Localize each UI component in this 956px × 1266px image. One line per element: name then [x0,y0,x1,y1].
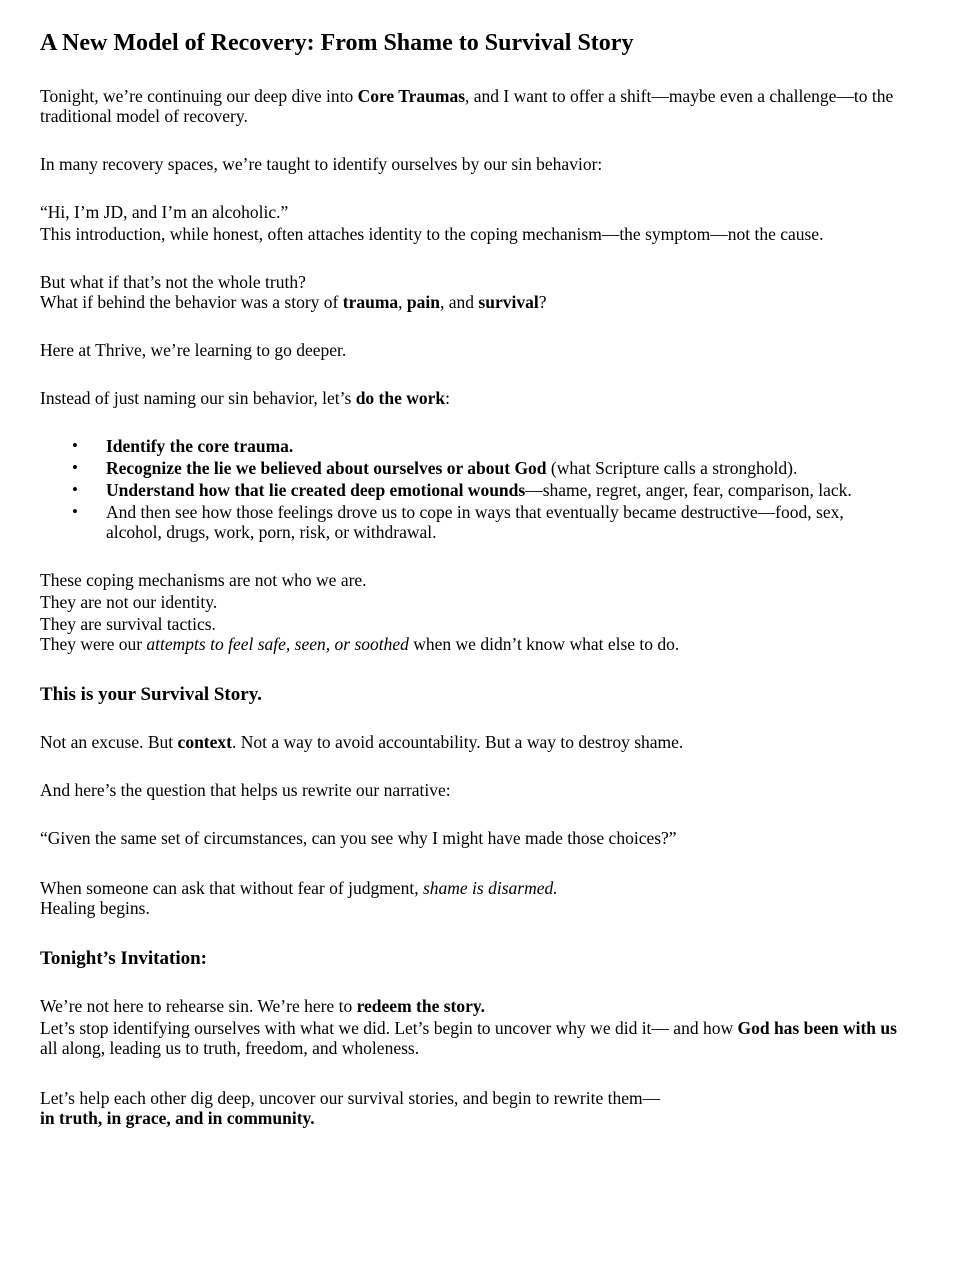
italic-run: attempts to feel safe, seen, or soothed [146,634,409,654]
do-the-work-paragraph [40,388,900,408]
whole-truth-line: But what if that’s not the whole truth? [40,272,306,292]
text-run: , [398,292,407,312]
recovery-spaces-paragraph: In many recovery spaces, we’re taught to identify ourselves by our sin behavior: [40,154,603,174]
thrive-paragraph: Here at Thrive, we’re learning to go deeper. [40,340,347,360]
text-run: They were our [40,634,147,654]
community-line [40,1108,900,1128]
text-run: , and I want to offer a shift—maybe even a challenge—to the traditional model of recovery. [40,86,894,126]
text-run: We’re not here to rehearse sin. We’re here to [40,996,357,1016]
circumstances-quote: “Given the same set of circumstances, can you see why I might have made those choices?” [40,828,677,848]
introduction-quote: “Hi, I’m JD, and I’m an alcoholic.” [40,202,289,222]
steps-list [40,436,900,542]
text-run: Let’s stop identifying ourselves with what we did. Let’s begin to uncover why we did it— and how [40,1018,738,1038]
text-run: ? [538,292,547,312]
list-item [40,436,900,456]
bold-run: redeem the story. [356,996,486,1016]
bold-run: survival [478,292,539,312]
text-run: What if behind the behavior was a story of [40,292,343,312]
document-page [40,28,900,1128]
behind-behavior-line [40,292,900,312]
bold-run: Core Traumas [357,86,466,106]
context-paragraph [40,732,900,752]
text-run: : [445,388,451,408]
coping-line-2: They are not our identity. [40,592,218,612]
text-run: —shame, regret, anger, fear, comparison, lack. [525,480,852,500]
coping-line-3: They are survival tactics. [40,614,216,634]
text-run: (what Scripture calls a stronghold). [546,458,798,478]
coping-line-4 [40,634,900,654]
shame-disarmed-line [40,878,900,898]
text-run: when we didn’t know what else to do. [408,634,680,654]
invitation-heading: Tonight’s Invitation: [40,948,208,969]
bold-run: in truth, in grace, and in community. [40,1108,315,1128]
bold-run: Identify the core trauma. [106,436,294,456]
coping-line-1: These coping mechanisms are not who we are. [40,570,367,590]
bold-run: God has been with us [737,1018,897,1038]
text-run: all along, leading us to truth, freedom, and wholeness. [40,1038,420,1058]
text-run: Tonight, we’re continuing our deep dive into [40,86,358,106]
text-run: Instead of just naming our sin behavior, let’s [40,388,356,408]
document-title: A New Model of Recovery: From Shame to Survival Story [40,30,634,56]
text-run: . Not a way to avoid accountability. But a way to destroy shame. [231,732,684,752]
bold-run: Understand how that lie created deep emotional wounds [106,480,526,500]
list-item: • And then see how those feelings drove us to cope in ways that eventually became destructive—food, sex, alcohol, drugs, work, porn, risk, or withdrawal. [40,502,900,542]
dig-deep-line: Let’s help each other dig deep, uncover our survival stories, and begin to rewrite them— [40,1088,661,1108]
stop-identifying-paragraph [40,1018,900,1058]
redeem-story-line [40,996,900,1016]
bold-run: context [177,732,232,752]
healing-begins-line: Healing begins. [40,898,150,918]
list-item [40,458,900,478]
bold-run: Recognize the lie we believed about ourselves or about God [106,458,547,478]
list-item [40,480,900,500]
intro-paragraph [40,86,900,126]
text-run: , and [440,292,479,312]
bold-run: pain [406,292,440,312]
bold-run: do the work [355,388,446,408]
text-run: Not an excuse. But [40,732,178,752]
italic-run: shame is disarmed. [422,878,558,898]
text-run: When someone can ask that without fear of judgment, [40,878,423,898]
survival-story-heading: This is your Survival Story. [40,684,262,705]
introduction-commentary: This introduction, while honest, often attaches identity to the coping mechanism—the symptom—not the cause. [40,224,824,244]
bold-run: trauma [342,292,399,312]
question-intro-paragraph: And here’s the question that helps us rewrite our narrative: [40,780,451,800]
